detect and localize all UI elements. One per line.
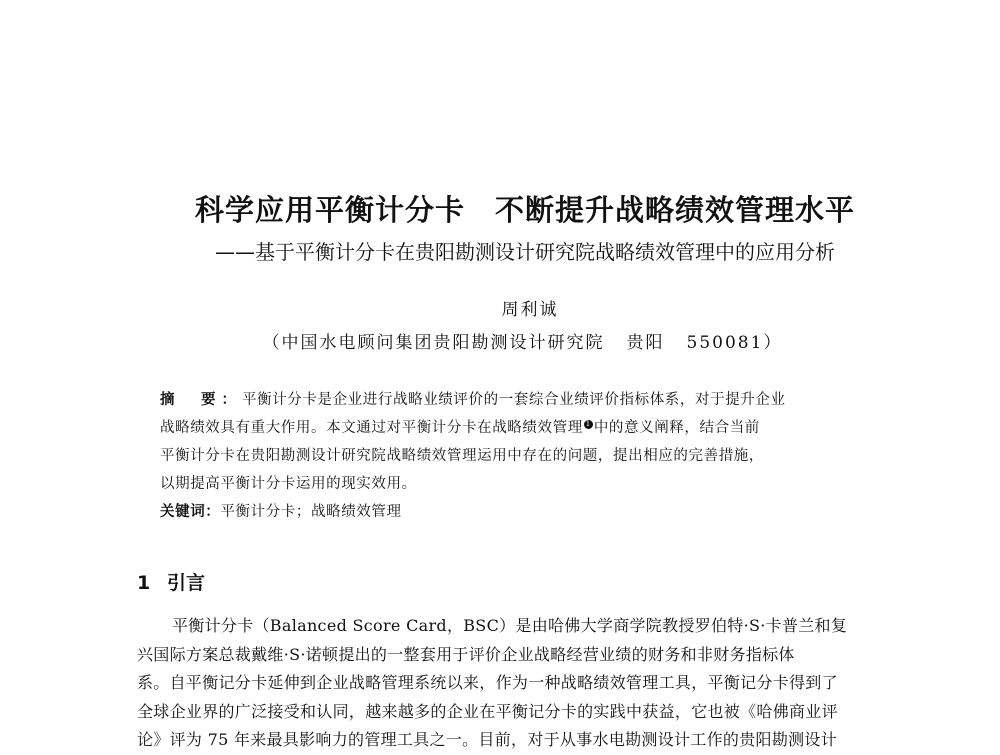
keywords-label: 关键词： bbox=[160, 504, 221, 520]
affiliation-postcode: 550081） bbox=[686, 333, 783, 353]
abstract-label: 摘 要： bbox=[160, 392, 242, 408]
body-line: 全球企业界的广泛接受和认同，越来越多的企业在平衡记分卡的实践中获益，它也被《哈佛商业评 bbox=[137, 701, 838, 721]
section-title: 引言 bbox=[167, 572, 206, 594]
body-paragraph bbox=[137, 612, 907, 755]
abstract-line: 平衡计分卡在贵阳勘测设计研究院战略绩效管理运用中存在的问题，提出相应的完善措施， bbox=[160, 448, 764, 464]
abstract-line: 战略绩效具有重大作用。本文通过对平衡计分卡在战略绩效管理 1 中的意义阐释，结合当前 bbox=[160, 420, 760, 436]
affiliation-city: 贵阳 bbox=[626, 333, 665, 353]
body-line: 兴国际方案总裁戴维·S·诺顿提出的一整套用于评价企业战略经营业绩的财务和非财务指标体 bbox=[137, 644, 795, 664]
body-line: 论》评为 75 年来最具影响力的管理工具之一。目前，对于从事水电勘测设计工作的贵阳勘测设计 bbox=[137, 730, 838, 749]
affiliation-org: （中国水电顾问集团贵阳勘测设计研究院 bbox=[262, 333, 605, 353]
author-affiliation bbox=[0, 328, 1000, 353]
paper-subtitle: ——基于平衡计分卡在贵阳勘测设计研究院战略绩效管理中的应用分析 bbox=[215, 240, 835, 264]
title-part-1: 科学应用平衡计分卡 bbox=[194, 193, 465, 227]
body-line: 平衡计分卡（Balanced Score Card，BSC）是由哈佛大学商学院教授罗伯特·S·卡普兰和复 bbox=[172, 616, 848, 635]
keywords: 平衡计分卡；战略绩效管理 bbox=[220, 504, 402, 520]
abstract-block bbox=[160, 386, 880, 526]
title-part-2: 不断提升战略绩效管理水平 bbox=[495, 193, 856, 227]
footnote-marker[interactable]: 1 bbox=[585, 420, 591, 429]
abstract-line: 以期提高平衡计分卡运用的现实效用。 bbox=[160, 476, 417, 492]
paper-title bbox=[0, 188, 1000, 229]
section-number: 1 bbox=[137, 572, 151, 594]
body-line: 系。自平衡记分卡延伸到企业战略管理系统以来，作为一种战略绩效管理工具，平衡记分卡得到了 bbox=[137, 673, 838, 692]
author-name: 周利诚 bbox=[501, 300, 559, 320]
abstract-line: 摘 要：平衡计分卡是企业进行战略业绩评价的一套综合业绩评价指标体系，对于提升企业 bbox=[160, 392, 786, 408]
section-heading bbox=[137, 568, 205, 595]
keywords-line bbox=[160, 498, 880, 526]
